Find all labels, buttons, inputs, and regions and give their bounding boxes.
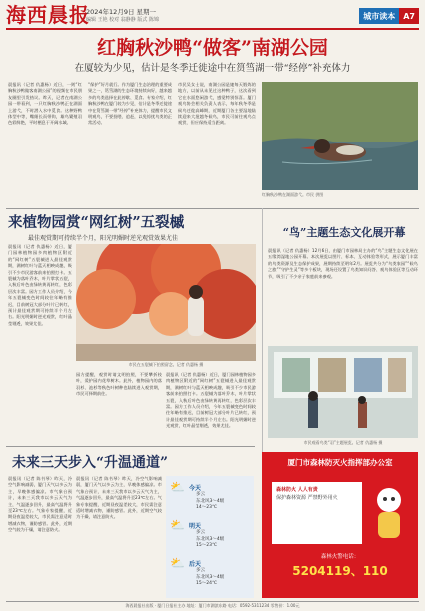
article2-subtitle: 最佳观赏期可持续半个月，阳光明媚时逆光观赏效果尤佳 (28, 235, 179, 242)
sun-cloud-icon: ⛅ (170, 480, 185, 494)
ad-notice-box (272, 482, 362, 544)
weather-cond: 多云 (196, 530, 205, 535)
weather-temp: 15～24℃ (196, 581, 218, 586)
maple-photo (76, 244, 256, 361)
weather-wind: 东北风3～4级 (196, 498, 225, 504)
article1-body-mid: “保护”好月就行。作为厦门生态治理的重要成果之一，筼筜湖的生态环境持续向好，越来越多的鸟类选择在此停歇、觅食。专家介绍，红胸秋沙鸭在厦门较为少见，估计是冬季迁徙途中在筼筜湖一带“经停”补充体力，提醒市民文明观鸟，不要投喂、追赶，以免惊扰鸟类的正常活动。 (88, 82, 172, 126)
article1-body-left: 晨报讯（记者 仇惠杨）近日，一则“红胸秋沙鸭做客南湖公园”的视频在市民朋友圈里引发热议。昨天，记者在南湖公园一带看到，一只红胸秋沙鸭正在湖面上游弋，不时潜入水中觅食。这种野鸭体型中等，嘴细长而带钩，雄鸟繁殖羽色彩鲜艳，平时栖息于开阔水域。 (8, 82, 82, 126)
exhibit-illustration (268, 346, 418, 438)
bird-exhibit-photo (268, 346, 418, 438)
page-number: A7 (399, 8, 419, 24)
fire-prevention-ad (262, 452, 418, 598)
article1-title: 红胸秋沙鸭“做客”南湖公园 (97, 37, 328, 59)
weather-cond: 多云 (196, 568, 205, 573)
article4-body-cont: 晨报讯（记者 陈书琴）昨天，冷空气影响减弱，厦门天气以多云为主，早晚体感偏凉。市气象台预计，未来三天我市以多云天气为主，气温逐步回升，最高气温将升至23℃左右。气象专家提醒，近期昼夜温差较大，市民需注意适时增减衣物，谨防感冒。此外，近期空气较为干燥，请注意防火。 (76, 476, 162, 520)
footer-rule (6, 601, 419, 602)
ad-hotline: 5204119、110 (292, 564, 388, 578)
article4-title: 未来三天步入“升温通道” (12, 455, 169, 471)
weather-temp: 14～23℃ (196, 505, 218, 510)
weather-cond: 多云 (196, 492, 205, 497)
article1-body-right: 市民吴女士说，南湖公园是她每天锻炼的地方，以前从未见过这种鸭子，这次看到它在水面悠闲游弋，感觉特别惊喜。厦门观鸟协会相关负责人表示，每年秋冬季是候鸟迁徙高峰期，近期厦门各主要湿地陆续迎来大批越冬候鸟，市民可前往观鸟点观赏，但应保持适当距离。 (178, 82, 256, 126)
weather-temp: 15～23℃ (196, 543, 218, 548)
weather-day-label: 明天 (188, 522, 201, 530)
article2-title: 来植物园赏“网红树”五裂槭 (8, 214, 185, 231)
weather-wind: 东北风3～4级 (196, 574, 225, 580)
footer: 海西晨报社出版 · 厦门日报社主办 地址：厦门市湖滨东路 电话：0592-5311234 零售价：1.00元 (125, 603, 300, 608)
duck-illustration (262, 82, 418, 190)
article2-body2: 园方提醒，观赏时请文明拍照，不要攀折枝叶，爱护园内花草树木。此外，植物园内的落羽杉、池杉等秋色叶树种也陆续进入观赏期，市民可择期前往。 (76, 372, 162, 397)
header-rule (6, 28, 419, 30)
bird-exhibit-caption: 市民观看鸟类“羽”主题展览。记者 仇惠杨 摄 (303, 440, 383, 445)
article2-body2-cont: 晨报讯（记者 仇惠杨）近日，厦门园林植物园多肉植物区附近的“网红树”五裂槭进入最佳观赏期，满树红叶与蓝天相映成趣，吸引不少市民游客前来拍照打卡。五裂槭为落叶乔木，叶片掌状五裂，入秋后叶色由绿转黄再转红，色彩层次丰富。园方工作人员介绍，今年五裂槭变色时间较往年略有推迟，目前树冠大部分叶片已转红，预计最佳观赏期可持续半个月左右。阳光明媚时逆光观赏，红叶晶莹剔透，效果尤佳。 (166, 372, 256, 429)
sun-cloud-icon: ⛅ (170, 556, 185, 570)
masthead: 海西晨报 (6, 3, 90, 27)
weather-wind: 东北风3～4级 (196, 536, 225, 542)
article1-subtitle: 在厦较为少见，估计是冬季迁徙途中在筼筜湖一带“经停”补充体力 (74, 63, 351, 74)
weather-day-label: 今天 (188, 484, 201, 492)
divider-2 (6, 446, 255, 447)
article3-body: 晨报讯（记者 仇惠杨）12月6日，由厦门市园林局主办的“鸟”主题生态文化展在五缘湾湿地公园开幕。本次展览以图片、标本、互动体验等形式，展示厦门丰富的鸟类资源及生态保护成果，展期持续至明年2月。展览共分为“鸟类家园”“候鸟之旅”“守护生灵”等多个板块，现场还设置了鸟类知识问答、观鸟体验区等互动环节，吸引了不少亲子家庭前来参观。 (268, 248, 418, 279)
section-tag (359, 8, 419, 24)
ad-title: 厦门市森林防灭火指挥部办公室 (287, 458, 393, 467)
section-label: 城市读本 (363, 11, 396, 21)
duck-photo-caption: 红胸秋沙鸭在湖面游弋。市民 供图 (262, 192, 324, 197)
duck-photo (262, 82, 418, 190)
fire-mascot-icon (368, 484, 410, 542)
maple-photo-caption: 市民在五裂槭下拍照留念。记者 仇惠杨 摄 (128, 362, 204, 367)
article4-body: 晨报讯（记者 陈书琴）昨天，冷空气影响减弱，厦门天气以多云为主，早晚体感偏凉。市气象台预计，未来三天我市以多云天气为主，气温逐步回升，最高气温将升至23℃左右。气象专家提醒，近期昼夜温差较大，市民需注意适时增减衣物，谨防感冒。此外，近期空气较为干燥，请注意防火。 (8, 476, 72, 533)
ad-slogan: 森林防火 人人有责 (276, 487, 318, 493)
article3-title: “鸟”主题生态文化展开幕 (282, 226, 406, 239)
editor-line: 编辑 王艳 校对 翁静静 版式 陈锦 (86, 17, 159, 23)
ad-notice: 保护森林资源 严禁野外用火 (276, 495, 338, 501)
ad-hotline-label: 森林火警电话： (320, 554, 360, 560)
article2-body: 晨报讯（记者 仇惠杨）近日，厦门园林植物园多肉植物区附近的“网红树”五裂槭进入最佳观赏期，满树红叶与蓝天相映成趣，吸引不少市民游客前来拍照打卡。五裂槭为落叶乔木，叶片掌状五裂，入秋后叶色由绿转黄再转红，色彩层次丰富。园方工作人员介绍，今年五裂槭变色时间较往年略有推迟，目前树冠大部分叶片已转红，预计最佳观赏期可持续半个月左右。阳光明媚时逆光观赏，红叶晶莹剔透，效果尤佳。 (8, 244, 72, 326)
maple-illustration (76, 244, 256, 361)
sun-cloud-icon: ⛅ (170, 518, 185, 532)
issue-date: 2024年12月9日 星期一 (86, 8, 157, 16)
weather-box (166, 476, 254, 598)
weather-day-label: 后天 (188, 560, 201, 568)
divider-1 (6, 208, 419, 209)
